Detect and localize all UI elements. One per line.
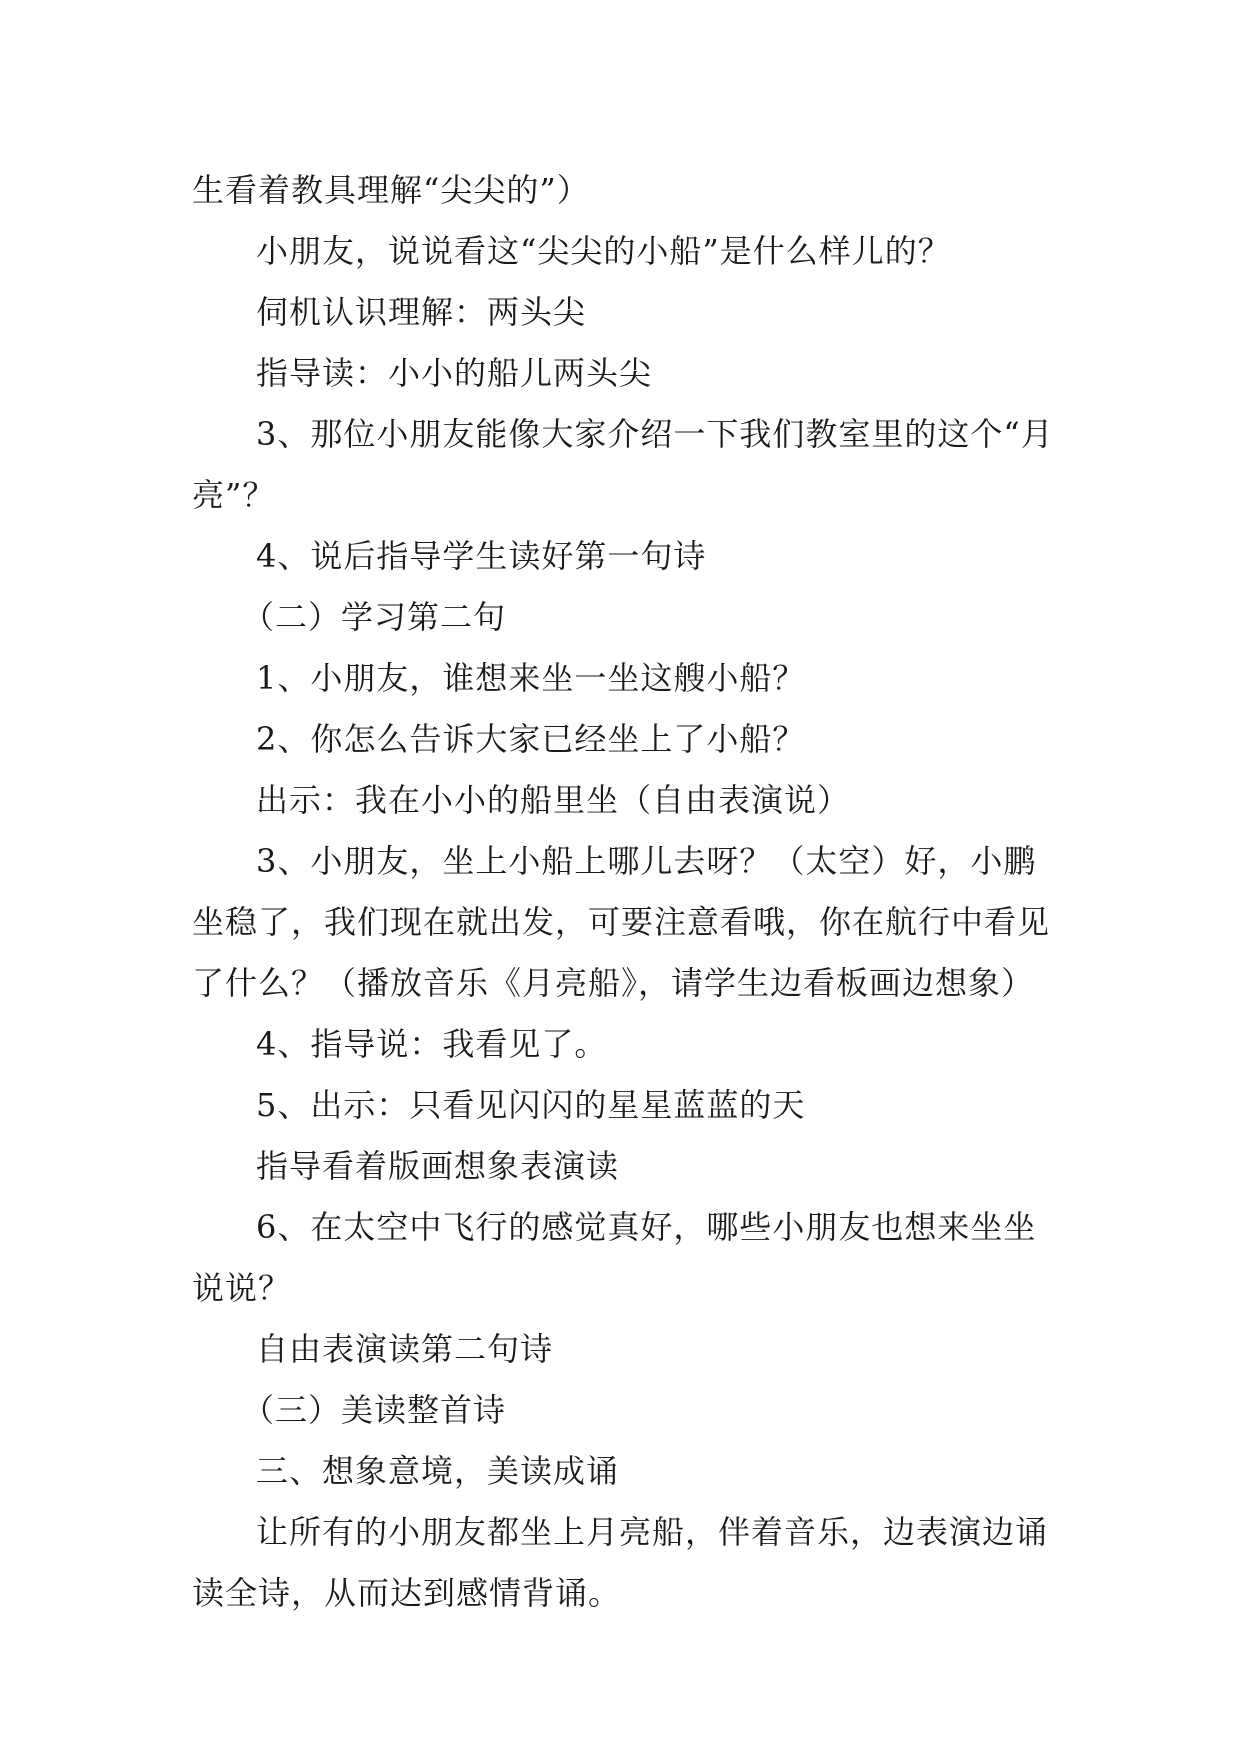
paragraph: 伺机认识理解：两头尖 <box>256 293 587 331</box>
paragraph: 4、指导说：我看见了。 <box>256 1025 608 1063</box>
section-heading: 三、想象意境，美读成诵 <box>256 1452 620 1490</box>
paragraph: 让所有的小朋友都坐上月亮船，伴着音乐，边表演边诵读全诗，从而达到感情背诵。 <box>192 1513 1049 1612</box>
section-heading: （二）学习第二句 <box>242 598 507 636</box>
document-body <box>192 160 1058 1624</box>
paragraph: 6、在太空中飞行的感觉真好，哪些小朋友也想来坐坐说说？ <box>192 1208 1037 1307</box>
paragraph: 5、出示：只看见闪闪的星星蓝蓝的天 <box>256 1086 806 1124</box>
paragraph: 3、那位小朋友能像大家介绍一下我们教室里的这个“月亮”？ <box>192 415 1054 514</box>
paragraph: 指导读：小小的船儿两头尖 <box>256 354 653 392</box>
paragraph: 自由表演读第二句诗 <box>256 1330 554 1368</box>
paragraph: 2、你怎么告诉大家已经坐上了小船？ <box>256 720 806 758</box>
paragraph: 4、说后指导学生读好第一句诗 <box>256 537 707 575</box>
section-heading: （三）美读整首诗 <box>242 1391 507 1429</box>
paragraph: 小朋友，说说看这“尖尖的小船”是什么样儿的？ <box>256 232 951 270</box>
paragraph: 指导看着版画想象表演读 <box>256 1147 620 1185</box>
paragraph: 3、小朋友，坐上小船上哪儿去呀？（太空）好，小鹏坐稳了，我们现在就出发，可要注意看哦，你在航行中看见了什么？（播放音乐《月亮船》，请学生边看板画边想象） <box>192 842 1051 1002</box>
paragraph: 1、小朋友，谁想来坐一坐这艘小船？ <box>256 659 806 697</box>
paragraph: 生看着教具理解“尖尖的”） <box>192 171 590 209</box>
paragraph: 出示：我在小小的船里坐（自由表演说） <box>256 781 851 819</box>
